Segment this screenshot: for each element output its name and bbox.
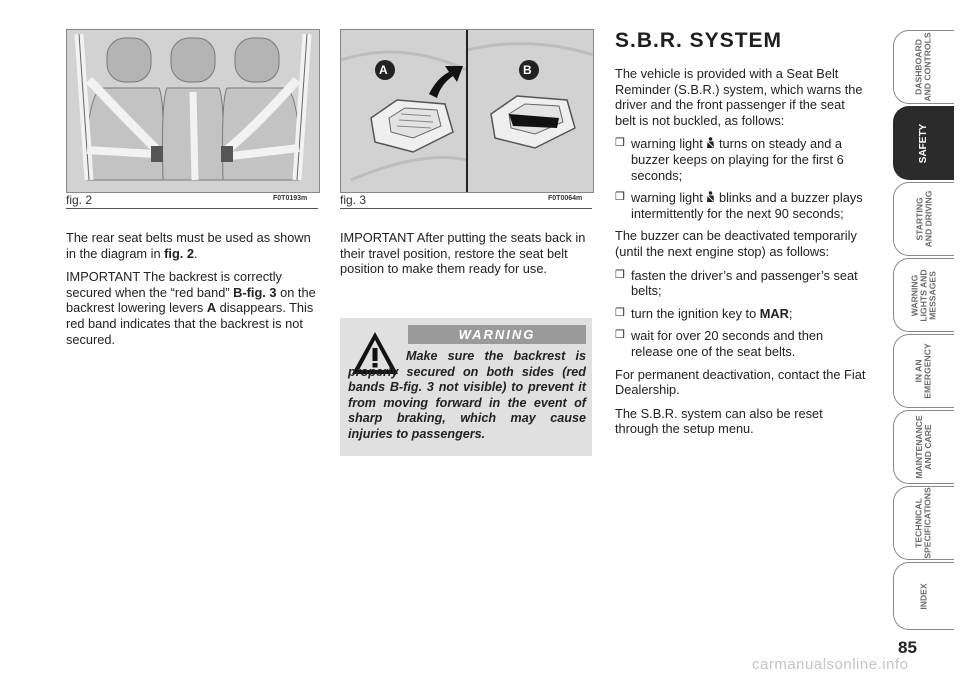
- tab-safety[interactable]: SAFETY: [893, 106, 954, 180]
- figure-2-code: F0T0193m: [273, 195, 308, 202]
- figure-3-image: [340, 29, 594, 193]
- bullet-checkbox-icon: ❒: [615, 191, 625, 204]
- warning-title: WARNING: [408, 325, 586, 344]
- bullet-turn-key: ❒ turn the ignition key to MAR;: [615, 305, 793, 321]
- figure-3-label-b: B: [523, 63, 532, 77]
- backrest-secured-paragraph: IMPORTANT The backrest is correctly secured when the “red band” B-fig. 3 on the backrest lowering levers A disappears. This red band indicates that the backrest is not secured.: [66, 269, 316, 347]
- figure-3-divider: [340, 208, 592, 209]
- warning-text: Make sure the backrest is properly secured on both sides (red bands B-fig. 3 not visible) to prevent it from moving forward in the event of sharp braking, which may cause injuries to passengers.: [348, 349, 586, 441]
- watermark: carmanualsonline.info: [752, 656, 909, 673]
- column-2-text: [340, 230, 592, 285]
- seats-back-paragraph: IMPORTANT After putting the seats back in their travel position, restore the seat belt position to make them ready for use.: [340, 230, 586, 277]
- tab-maintenance-and-care[interactable]: MAINTENANCE AND CARE: [893, 410, 954, 484]
- warning-box: [340, 318, 592, 456]
- bullet-checkbox-icon: ❒: [615, 329, 625, 342]
- column-1-text: [66, 230, 318, 355]
- bullet-checkbox-icon: ❒: [615, 137, 625, 150]
- bullet-checkbox-icon: ❒: [615, 306, 625, 319]
- figure-3-label-a: A: [379, 63, 388, 77]
- buzzer-deactivation-paragraph: The buzzer can be deactivated temporarily (until the next engine stop) as follows:: [615, 228, 857, 259]
- column-3-text: [615, 66, 867, 445]
- bullet-checkbox-icon: ❒: [615, 268, 625, 281]
- tab-in-an-emergency[interactable]: IN AN EMERGENCY: [893, 334, 954, 408]
- tab-technical-specifications[interactable]: TECHNICAL SPECIFICATIONS: [893, 486, 954, 560]
- figure-3-code: F0T0064m: [548, 195, 583, 202]
- permanent-deactivation-paragraph: For permanent deactivation, contact the Fiat Dealership.: [615, 366, 866, 398]
- tab-warning-lights-and-messages[interactable]: WARNING LIGHTS AND MESSAGES: [893, 258, 954, 332]
- sbr-intro-paragraph: The vehicle is provided with a Seat Belt Reminder (S.B.R.) system, which warns the driver and the front passenger if the seat belt is not buckled, as follows:: [615, 66, 863, 128]
- tab-index[interactable]: INDEX: [893, 562, 954, 630]
- page-number: 85: [898, 638, 917, 657]
- bullet-blinking-light: ❒ warning light blinks and a buzzer plays intermittently for the next 90 seconds;: [615, 190, 863, 221]
- figure-3-caption: fig. 3: [340, 193, 367, 207]
- tab-starting-and-driving[interactable]: STARTING AND DRIVING: [893, 182, 954, 256]
- rear-belts-paragraph: The rear seat belts must be used as shown in the diagram in fig. 2.: [66, 230, 311, 261]
- sbr-system-title: S.B.R. SYSTEM: [615, 29, 783, 52]
- rear-seats-illustration: [67, 30, 319, 192]
- bullet-wait-release: ❒ wait for over 20 seconds and then release one of the seat belts.: [615, 328, 824, 359]
- figure-2-caption: fig. 2: [66, 193, 93, 207]
- figure-2-image: [66, 29, 320, 193]
- setup-reset-paragraph: The S.B.R. system can also be reset through the setup menu.: [615, 405, 823, 437]
- backrest-levers-illustration: [341, 30, 593, 192]
- bullet-fasten-belts: ❒ fasten the driver’s and passenger’s seat belts;: [615, 267, 858, 299]
- bullet-steady-light: ❒ warning light turns on steady and a buzzer keeps on playing for the first 6 seconds;: [615, 136, 844, 183]
- figure-2-divider: [66, 208, 318, 209]
- tab-dashboard-and-controls[interactable]: DASHBOARD AND CONTROLS: [893, 30, 954, 104]
